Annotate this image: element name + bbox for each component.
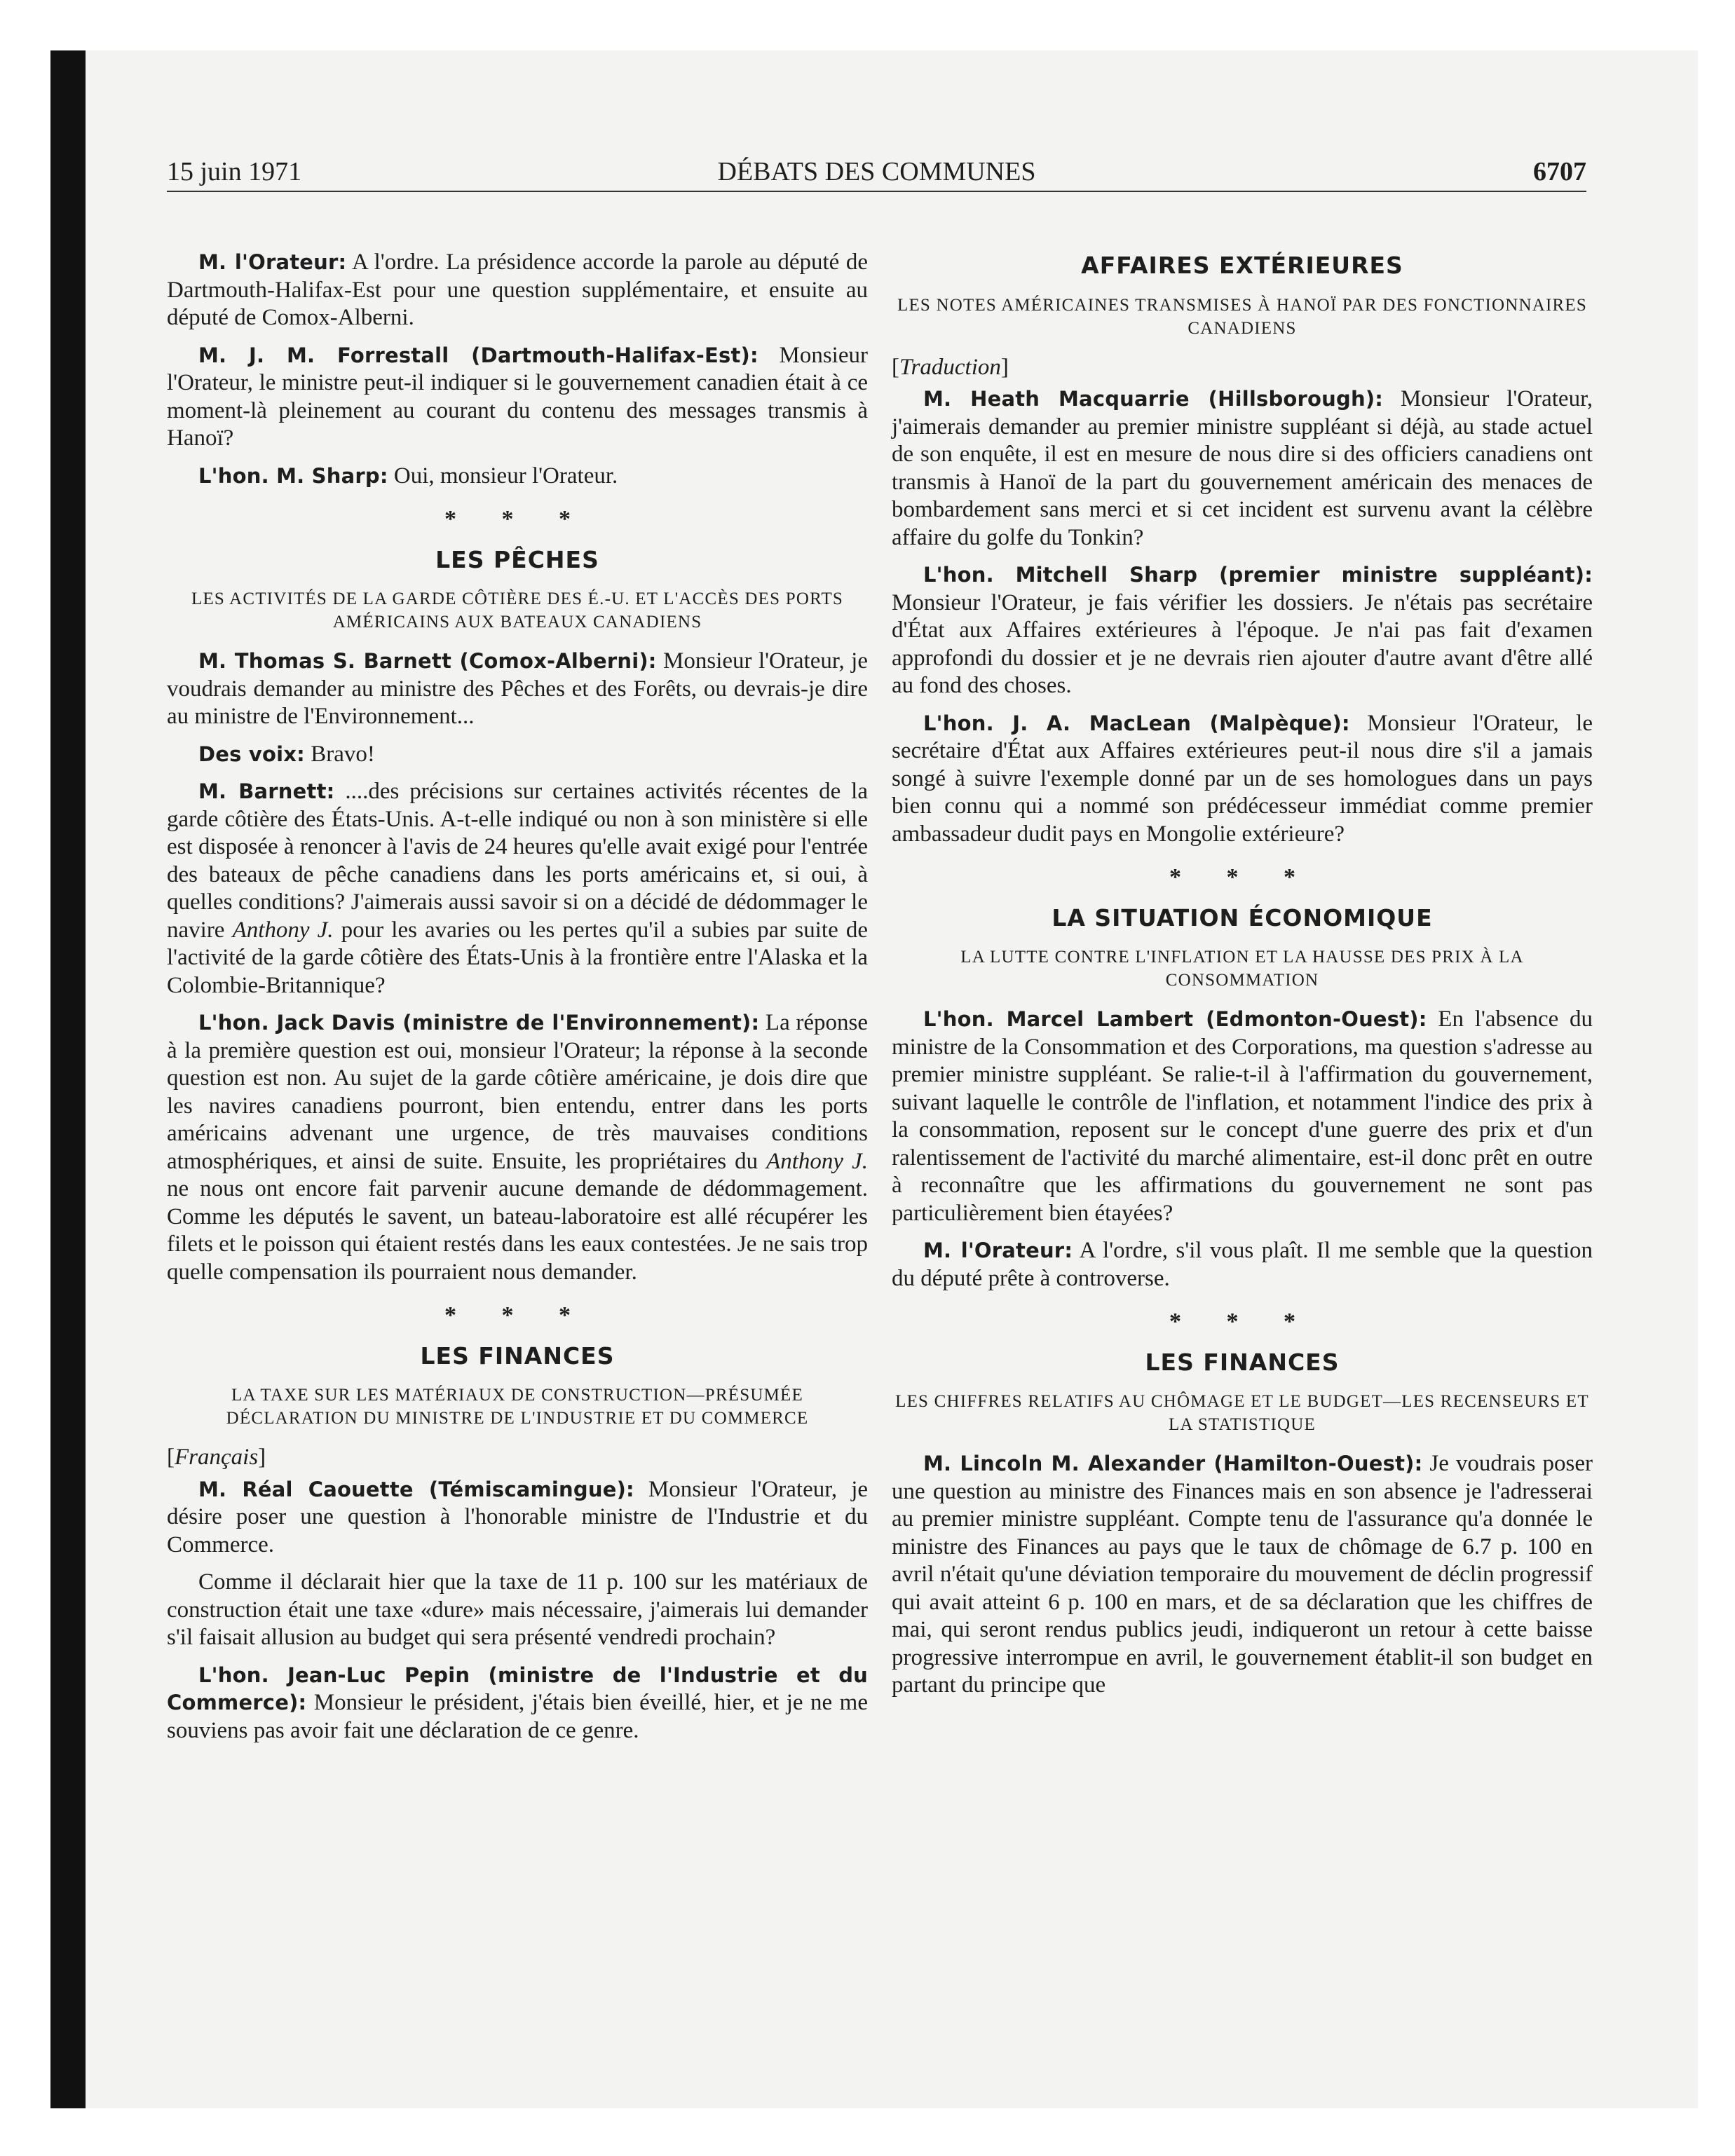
- paragraph: Des voix: Bravo!: [198, 741, 375, 767]
- section-subtitle: LES NOTES AMÉRICAINES TRANSMISES À HANOÏ PAR DES FONCTIONNAIRES CANADIENS: [897, 295, 1588, 338]
- paragraph: L'hon. Marcel Lambert (Edmonton-Ouest): En l'absence du ministre de la Consommation et des Corporations, ma question s'adresse au premier ministre suppléant. Se ralie-t-il à l'affirmation du gouvernement, suivant laquelle le contrôle de l'inflation, et notamment l'indice des prix à la consommation, reposent sur le concept d'une guerre des prix et d'un ralentissement de l'activité du marché alimentaire, est-il donc prêt en outre à reconnaître que les affirmations du gouvernement ne sont pas particulièrement bien étayées?: [892, 1007, 1593, 1226]
- paragraph: M. Réal Caouette (Témiscamingue): Monsieur l'Orateur, je désire poser une question à l'honorable ministre de l'Industrie et du Commerce.: [167, 1476, 869, 1557]
- section-divider: * * *: [444, 506, 590, 532]
- speaker-name: M. Réal Caouette (Témiscamingue):: [198, 1477, 634, 1501]
- paragraph: Comme il déclarait hier que la taxe de 11 p. 100 sur les matériaux de construction était une taxe «dure» mais nécessaire, j'aimerais lui demander s'il faisait allusion au budget qui sera présenté vendredi prochain?: [167, 1569, 868, 1650]
- speaker-name: M. l'Orateur:: [198, 250, 347, 274]
- speaker-name: L'hon. Mitchell Sharp (premier ministre suppléant):: [923, 563, 1593, 587]
- section-title: LES FINANCES: [420, 1342, 615, 1370]
- paragraph: L'hon. Jean-Luc Pepin (ministre de l'Industrie et du Commerce): Monsieur le président, j'étais bien éveillé, hier, et je ne me souviens pas avoir fait une déclaration de ce genre.: [167, 1663, 868, 1743]
- speaker-name: M. Heath Macquarrie (Hillsborough):: [923, 387, 1384, 411]
- speaker-name: M. Thomas S. Barnett (Comox-Alberni):: [198, 649, 657, 673]
- section-subtitle: LA LUTTE CONTRE L'INFLATION ET LA HAUSSE DES PRIX À LA CONSOMMATION: [960, 948, 1524, 990]
- left-column: [167, 249, 868, 1754]
- page-number: 6707: [1533, 157, 1586, 186]
- ship-name: Anthony J.: [232, 917, 334, 943]
- ship-name: Anthony J.: [766, 1148, 868, 1174]
- speaker-name: Des voix:: [198, 742, 305, 766]
- paragraph: M. l'Orateur: A l'ordre. La présidence accorde la parole au député de Dartmouth-Halifax-Est pour une question supplémentaire, et ensuite au député de Comox-Alberni.: [167, 250, 868, 330]
- section-divider: * * *: [1169, 864, 1315, 890]
- paragraph: M. Barnett: ....des précisions sur certaines activités récentes de la garde côtière des États-Unis. A-t-elle indiqué ou non à son ministère si elle est disposée à renoncer à l'avis de 24 heures qu'elle avait exigé pour l'entrée des bateaux de pêche canadiens dans les ports américains et, si oui, à quelles conditions? J'aimerais aussi savoir si on a décidé de dédommager le navire Anthony J. pour les avaries ou les pertes qu'il a subies par suite de l'activité de la garde côtière des États-Unis à la frontière entre l'Alaska et la Colombie-Britannique?: [167, 779, 868, 998]
- paragraph: L'hon. Mitchell Sharp (premier ministre suppléant): Monsieur l'Orateur, je fais vérifier les dossiers. Je n'étais pas secrétaire d'État aux Affaires extérieures à l'époque. Je n'ai pas fait d'examen approfondi du dossier et je ne devrais rien ajouter d'autre avant d'être allé au fond des choses.: [892, 563, 1593, 698]
- speaker-name: M. l'Orateur:: [923, 1239, 1073, 1262]
- right-column: [892, 249, 1593, 1710]
- paragraph: L'hon. Jack Davis (ministre de l'Environnement): La réponse à la première question est oui, monsieur l'Orateur; la réponse à la seconde question est non. Au sujet de la garde côtière américaine, je dois dire que les navires canadiens pourront, bien entendu, entrer dans les ports américains advenant une urgence, de très mauvaises conditions atmosphériques, et ainsi de suite. Ensuite, les propriétaires du Anthony J. ne nous ont encore fait parvenir aucune demande de dédommagement. Comme les députés le savent, un bateau-laboratoire est allé récupérer les filets et le poisson qui étaient restés dans les eaux contestées. Je ne sais trop quelle compensation ils pourraient nous demander.: [167, 1010, 868, 1285]
- language-note: [Traduction]: [892, 354, 1009, 380]
- section-title: LA SITUATION ÉCONOMIQUE: [1052, 903, 1433, 932]
- paragraph: M. J. M. Forrestall (Dartmouth-Halifax-Est): Monsieur l'Orateur, le ministre peut-il indiquer si le gouvernement canadien était à ce moment-là pleinement au courant du contenu des messages transmis à Hanoï?: [167, 342, 868, 451]
- speaker-name: L'hon. Marcel Lambert (Edmonton-Ouest):: [923, 1007, 1427, 1031]
- speaker-name: M. Barnett:: [198, 779, 335, 803]
- speaker-name: L'hon. J. A. MacLean (Malpèque):: [923, 711, 1350, 735]
- paragraph: M. Heath Macquarrie (Hillsborough): Monsieur l'Orateur, j'aimerais demander au premier ministre suppléant si déjà, au stade actuel de son enquête, il est en mesure de nous dire si des officiers canadiens ont transmis à Hanoï de la part du gouvernement américain des menaces de bombardement sans merci et si cet incident est survenu avant la célèbre affaire du golfe du Tonkin?: [892, 386, 1593, 550]
- header-title: DÉBATS DES COMMUNES: [717, 157, 1036, 186]
- language-note: [Français]: [167, 1445, 266, 1470]
- section-title: LES FINANCES: [1145, 1348, 1340, 1376]
- speaker-name: M. Lincoln M. Alexander (Hamilton-Ouest):: [923, 1452, 1423, 1475]
- speaker-name: L'hon. M. Sharp:: [198, 463, 388, 488]
- paragraph: M. l'Orateur: A l'ordre, s'il vous plaît. Il me semble que la question du député prête à controverse.: [892, 1238, 1593, 1291]
- header-date: 15 juin 1971: [167, 157, 302, 186]
- paragraph: L'hon. M. Sharp: Oui, monsieur l'Orateur.: [198, 463, 618, 489]
- paragraph: L'hon. J. A. MacLean (Malpèque): Monsieur l'Orateur, le secrétaire d'État aux Affaires extérieures peut-il nous dire s'il a jamais songé à suivre l'exemple donné par un de ses homologues dans un pays bien connu qui a nommé son prédécesseur immédiat comme premier ambassadeur dudit pays en Mongolie extérieure?: [892, 710, 1593, 847]
- paragraph: M. Thomas S. Barnett (Comox-Alberni): Monsieur l'Orateur, je voudrais demander au ministre des Pêches et des Forêts, ou devrais-je dire au ministre de l'Environnement...: [167, 648, 868, 729]
- scan-edge-bar: [50, 50, 86, 2108]
- section-title: AFFAIRES EXTÉRIEURES: [1081, 252, 1403, 279]
- running-header: [167, 156, 1586, 192]
- paragraph: M. Lincoln M. Alexander (Hamilton-Ouest): Je voudrais poser une question au ministre des Finances mais en son absence je l'adresserai au premier ministre suppléant. Compte tenu de l'assurance qu'a donnée le ministre des Finances au pays que le taux de chômage de 6.7 p. 100 en avril n'était qu'une déviation temporaire du mouvement de déclin progressif qui avait atteint 6 p. 100 en mars, et de sa déclaration que les chiffres de mai, qui seront rendus publics jeudi, indiqueront un retour à cette baisse progressive interrompue en avril, le gouvernement établit-il son budget en partant du principe que: [892, 1451, 1593, 1698]
- section-subtitle: LES CHIFFRES RELATIFS AU CHÔMAGE ET LE BUDGET—LES RECENSEURS ET LA STATISTIQUE: [895, 1392, 1589, 1434]
- section-divider: * * *: [444, 1302, 590, 1328]
- speaker-name: M. J. M. Forrestall (Dartmouth-Halifax-Est):: [198, 343, 758, 367]
- speaker-name: L'hon. Jean-Luc Pepin (ministre de l'Industrie et du Commerce):: [167, 1663, 868, 1714]
- section-title: LES PÊCHES: [435, 545, 599, 573]
- section-divider: * * *: [1169, 1309, 1315, 1335]
- speaker-name: L'hon. Jack Davis (ministre de l'Environnement):: [198, 1011, 760, 1035]
- section-subtitle: LES ACTIVITÉS DE LA GARDE CÔTIÈRE DES É.-U. ET L'ACCÈS DES PORTS AMÉRICAINS AUX BATEAUX CANADIENS: [191, 589, 844, 632]
- section-subtitle: LA TAXE SUR LES MATÉRIAUX DE CONSTRUCTION—PRÉSUMÉE DÉCLARATION DU MINISTRE DE L'INDUSTRIE ET DU COMMERCE: [226, 1386, 809, 1428]
